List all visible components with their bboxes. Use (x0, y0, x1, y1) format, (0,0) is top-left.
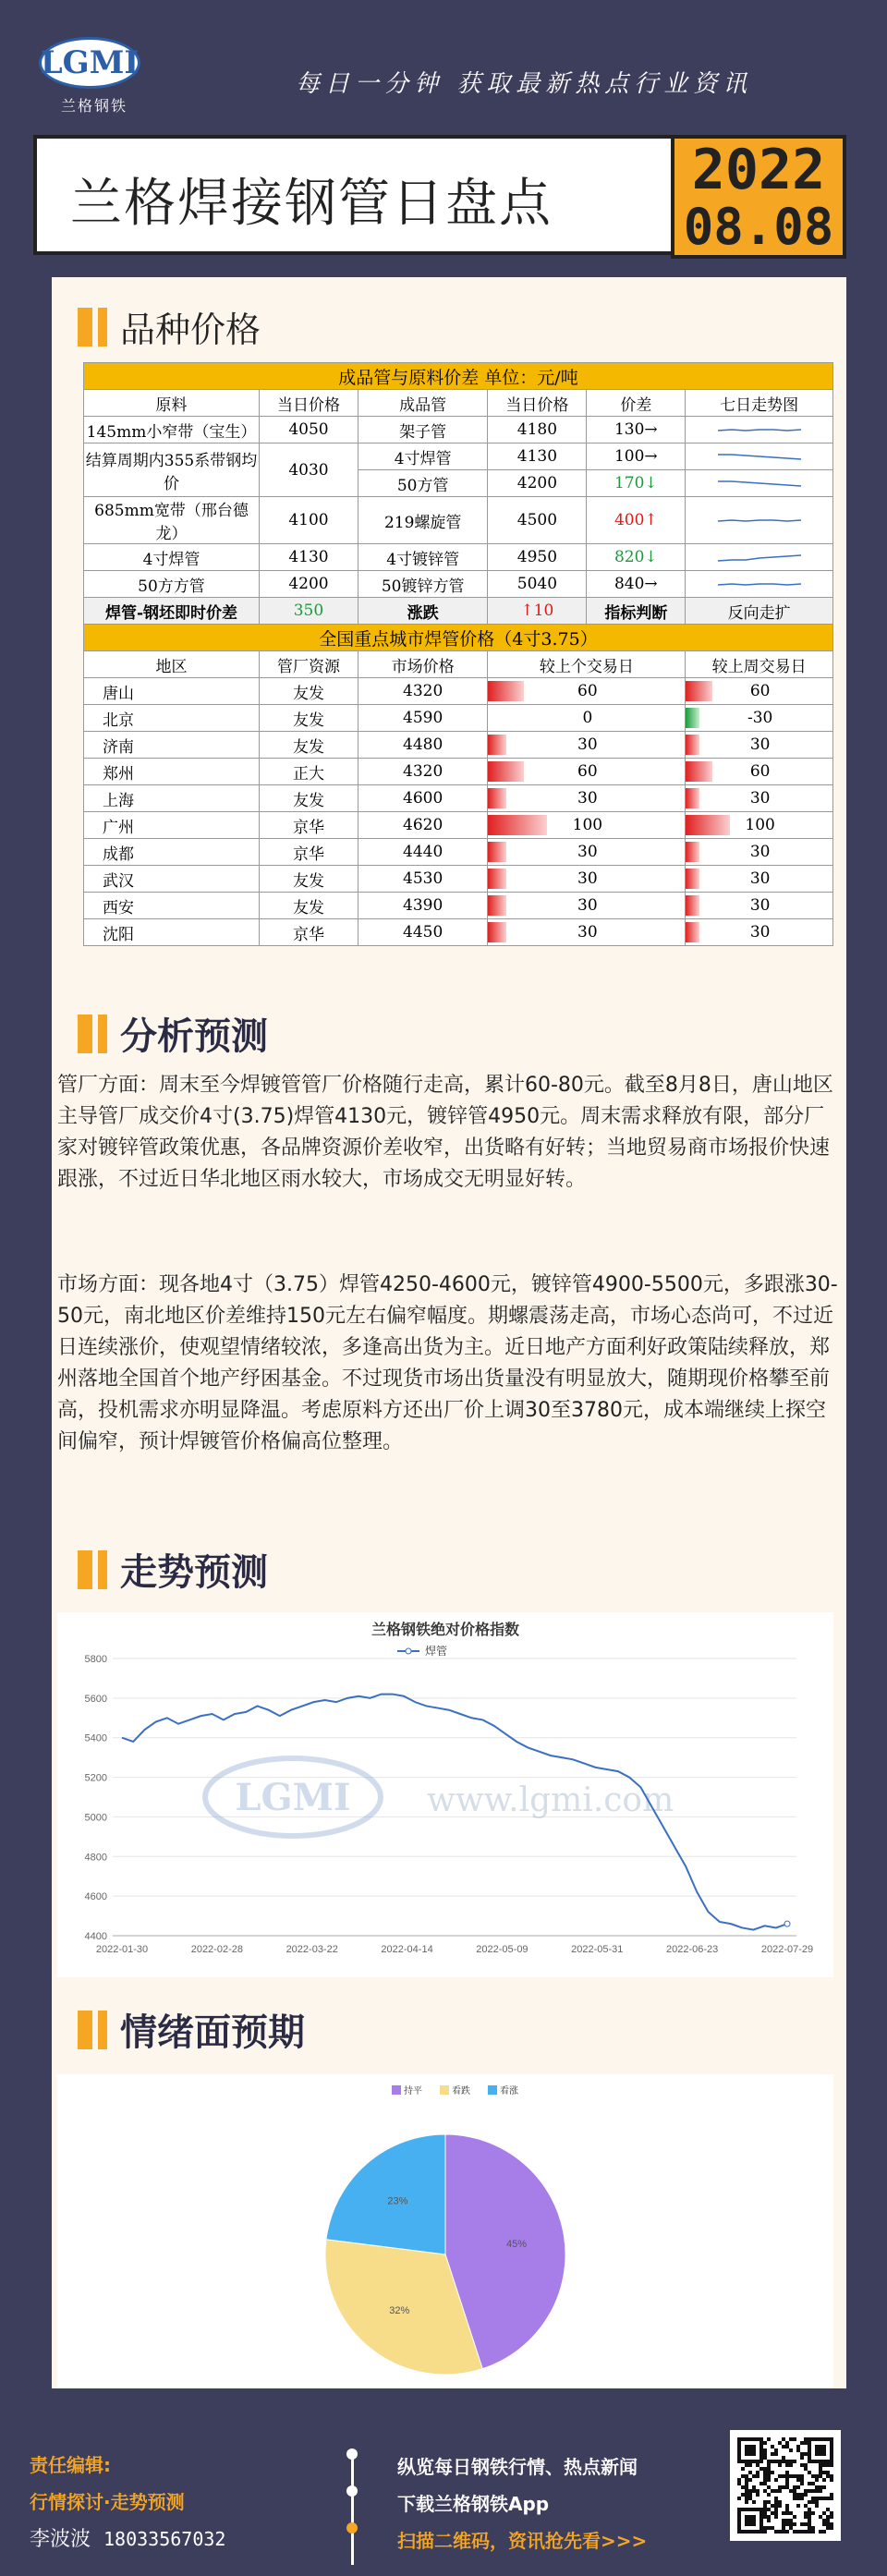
y-tick-label: 5200 (84, 1772, 107, 1784)
mill-cell: 友发 (260, 705, 358, 732)
change-bar-cell (488, 812, 686, 839)
table-row (84, 919, 833, 946)
editor-phone: 18033567032 (103, 2528, 226, 2550)
legend-swatch (488, 2085, 497, 2095)
spread-cell: 100→ (587, 444, 686, 470)
change-bar (686, 815, 730, 835)
price-cell: 4590 (358, 705, 487, 732)
change-value: 60 (577, 762, 598, 781)
city-cell: 上海 (84, 785, 260, 812)
section-title: 分析预测 (120, 1015, 268, 1058)
table-row (84, 678, 833, 705)
logo (39, 37, 150, 115)
editor-name: 李波波 (30, 2528, 91, 2551)
sparkline-path (718, 520, 801, 521)
line-chart-svg (57, 1612, 833, 1977)
section-title: 走势预测 (120, 1551, 268, 1594)
change-bar (488, 761, 523, 782)
change-value: 30 (749, 735, 771, 754)
change-value: 60 (749, 682, 771, 700)
sparkline (713, 511, 806, 529)
change-bar (488, 842, 505, 862)
table-row (84, 759, 833, 785)
section-title: 品种价格 (120, 310, 261, 350)
change-value: 0 (582, 709, 593, 727)
table-row (84, 893, 833, 919)
header (0, 0, 887, 268)
sparkline (713, 420, 806, 439)
city-cell: 北京 (84, 705, 260, 732)
footer-timeline (351, 2454, 354, 2565)
editor-label: 责任编辑: (30, 2454, 111, 2476)
x-tick-label: 2022-05-31 (571, 1944, 624, 1955)
change-bar (488, 681, 523, 701)
raw-price-cell: 4130 (260, 544, 358, 571)
change-bar (686, 842, 699, 862)
raw-material-cell: 4寸焊管 (84, 544, 260, 571)
slice-label: 32% (389, 2305, 410, 2317)
sparkline (713, 447, 806, 466)
change-value: 100 (572, 816, 603, 834)
title-box (33, 135, 846, 255)
section-bars-icon (78, 2011, 107, 2049)
table-row (84, 544, 833, 571)
mill-cell: 京华 (260, 812, 358, 839)
spread-cell: 130→ (587, 417, 686, 444)
change-value: 30 (749, 869, 771, 888)
change-bar-cell (686, 678, 833, 705)
x-tick-label: 2022-07-29 (760, 1944, 814, 1955)
change-value: 30 (577, 735, 598, 754)
table-header-cell: 较上个交易日 (488, 651, 686, 678)
section-bars-icon (78, 1015, 107, 1053)
section-title: 情绪面预期 (120, 2011, 305, 2054)
date-month-day: 08.08 (683, 198, 834, 256)
change-bar-cell (488, 705, 686, 732)
section-bars-icon (78, 1550, 107, 1589)
legend-marker (406, 1648, 411, 1654)
city-cell: 沈阳 (84, 919, 260, 946)
change-label: 涨跌 (358, 598, 487, 625)
change-bar-cell (686, 866, 833, 893)
y-tick-label: 5000 (84, 1812, 107, 1824)
change-value: 30 (577, 843, 598, 861)
city-cell: 广州 (84, 812, 260, 839)
mill-cell: 京华 (260, 839, 358, 866)
slice-label: 23% (387, 2195, 408, 2207)
change-value: 30 (749, 789, 771, 808)
y-tick-label: 4800 (84, 1852, 107, 1864)
change-value: 60 (577, 682, 598, 700)
change-bar (488, 922, 505, 942)
product-cell: 219螺旋管 (358, 497, 487, 544)
watermark (205, 1758, 674, 1836)
table-row (84, 866, 833, 893)
sparkline-path (718, 555, 801, 561)
x-tick-label: 2022-06-23 (666, 1944, 719, 1955)
slice-label: 45% (506, 2238, 528, 2250)
promo-line-3[interactable]: 扫描二维码，资讯抢先看>>> (397, 2530, 648, 2552)
y-tick-label: 5400 (84, 1732, 107, 1744)
table-row (84, 785, 833, 812)
change-value: 30 (749, 923, 771, 942)
sparkline-path (718, 481, 801, 486)
section-heading-sentiment (78, 2003, 305, 2056)
table-row (84, 732, 833, 759)
page-title: 兰格焊接钢管日盘点 (70, 174, 553, 234)
table-row (84, 839, 833, 866)
y-tick-label: 4600 (84, 1891, 107, 1903)
change-bar-cell (488, 785, 686, 812)
section-bars-icon (78, 308, 107, 346)
change-bar (686, 735, 699, 755)
change-bar (686, 788, 699, 808)
change-bar-cell (686, 705, 833, 732)
city-cell: 济南 (84, 732, 260, 759)
price-cell: 4450 (358, 919, 487, 946)
price-cell: 4620 (358, 812, 487, 839)
price-cell: 4600 (358, 785, 487, 812)
table-caption: 成品管与原料价差 单位：元/吨 (84, 363, 833, 390)
pie-slice (326, 2134, 445, 2254)
price-index-chart (57, 1612, 833, 1977)
x-tick-label: 2022-04-14 (381, 1944, 433, 1955)
mill-cell: 友发 (260, 866, 358, 893)
mill-cell: 友发 (260, 732, 358, 759)
section-heading-analysis (78, 1007, 268, 1060)
trend-cell (686, 497, 833, 544)
city-cell: 西安 (84, 893, 260, 919)
city-cell: 郑州 (84, 759, 260, 785)
change-value: 30 (577, 923, 598, 942)
product-cell: 4寸焊管 (358, 444, 487, 470)
change-bar-cell (488, 732, 686, 759)
price-cell: 4320 (358, 678, 487, 705)
change-bar-cell (686, 812, 833, 839)
watermark-logo-text: LGMI (235, 1776, 351, 1819)
city-cell: 唐山 (84, 678, 260, 705)
table-row (84, 705, 833, 732)
product-price-cell: 4950 (488, 544, 587, 571)
change-bar-cell (686, 732, 833, 759)
table-header-cell: 地区 (84, 651, 260, 678)
change-value: 30 (577, 896, 598, 915)
mill-cell: 正大 (260, 759, 358, 785)
trend-cell (686, 444, 833, 470)
mill-cell: 京华 (260, 919, 358, 946)
sparkline-path (718, 455, 801, 459)
promo-line-1: 纵览每日钢铁行情、热点新闻 (397, 2456, 638, 2478)
spread-cell: 170↓ (587, 470, 686, 497)
change-bar (488, 735, 505, 755)
change-bar-cell (488, 759, 686, 785)
spread-cell: 840→ (587, 571, 686, 598)
table-header-cell: 市场价格 (358, 651, 487, 678)
trend-cell (686, 417, 833, 444)
mill-cell: 友发 (260, 893, 358, 919)
raw-price-cell: 4050 (260, 417, 358, 444)
change-bar-cell (686, 893, 833, 919)
change-bar (686, 922, 699, 942)
sparkline (713, 548, 806, 566)
logo-mark: LGMI (39, 37, 140, 89)
change-bar-cell (686, 839, 833, 866)
product-cell: 4寸镀锌管 (358, 544, 487, 571)
summary-row (84, 598, 833, 625)
product-price-cell: 4180 (488, 417, 587, 444)
sparkline (713, 575, 806, 593)
change-bar (686, 761, 712, 782)
date-year: 2022 (691, 138, 826, 202)
product-cell: 50镀锌方管 (358, 571, 487, 598)
footer (0, 2393, 887, 2576)
change-bar-cell (686, 919, 833, 946)
city-cell: 成都 (84, 839, 260, 866)
change-value: 30 (577, 869, 598, 888)
product-price-cell: 4200 (488, 470, 587, 497)
y-tick-label: 4400 (84, 1931, 107, 1942)
product-price-cell: 4130 (488, 444, 587, 470)
trend-cell (686, 544, 833, 571)
legend-label: 看跌 (452, 2086, 470, 2096)
change-value: 100 (745, 816, 775, 834)
change-bar (488, 895, 505, 916)
qr-code[interactable] (730, 2430, 841, 2541)
sparkline-path (718, 430, 801, 431)
mill-cell: 友发 (260, 785, 358, 812)
summary-label: 焊管-钢坯即时价差 (84, 598, 260, 625)
change-value: 30 (749, 843, 771, 861)
qr-code-icon (737, 2437, 833, 2533)
change-bar (686, 708, 699, 728)
price-cell: 4440 (358, 839, 487, 866)
chart-title: 兰格钢铁绝对价格指数 (371, 1622, 520, 1638)
price-cell: 4390 (358, 893, 487, 919)
x-tick-label: 2022-05-09 (476, 1944, 529, 1955)
change-value: 30 (749, 896, 771, 915)
city-cell: 武汉 (84, 866, 260, 893)
raw-material-cell: 145mm小窄带（宝生） (84, 417, 260, 444)
x-tick-label: 2022-02-28 (190, 1944, 243, 1955)
change-value: -30 (747, 709, 773, 727)
editor-role: 行情探讨·走势预测 (30, 2491, 185, 2513)
raw-price-cell: 4030 (260, 444, 358, 497)
change-bar (686, 895, 699, 916)
change-bar-cell (686, 759, 833, 785)
table-header-cell: 七日走势图 (686, 390, 833, 417)
legend-swatch (440, 2085, 449, 2095)
table-row (84, 812, 833, 839)
legend-label: 看涨 (500, 2086, 518, 2096)
table-row (84, 497, 833, 544)
watermark-text: www.lgmi.com (427, 1781, 674, 1819)
change-bar-cell (488, 839, 686, 866)
raw-price-cell: 4100 (260, 497, 358, 544)
content-panel (52, 277, 846, 2388)
table-header-cell: 当日价格 (488, 390, 587, 417)
table-caption: 全国重点城市焊管价格（4寸3.75） (84, 625, 833, 651)
spread-cell: 820↓ (587, 544, 686, 571)
data-point (784, 1921, 790, 1926)
mill-cell: 友发 (260, 678, 358, 705)
slogan: 每日一分钟 获取最新热点行业资讯 (296, 70, 753, 98)
change-bar-cell (686, 785, 833, 812)
change-bar-cell (488, 678, 686, 705)
sparkline-path (718, 584, 801, 585)
price-table (83, 362, 833, 946)
date-box (671, 135, 846, 259)
table-row (84, 571, 833, 598)
analysis-paragraph-market: 市场方面：现各地4寸（3.75）焊管4250-4600元，镀锌管4900-5500元，多跟涨30-50元，南北地区价差维持150元左右偏窄幅度。期螺震荡走高，市场心态尚可，不过近日连续涨价，使观望情绪较浓，多逢高出货为主。近日地产方面利好政策陆续释放，郑州落地全国首个地产纾困基金。不过现货市场出货量没有明显放大，随期现价格攀至前高，投机需求亦明显降温。考虑原料方还出厂价上调30至3780元，成本端继续上探空间偏窄，预计焊镀管价格偏高位整理。 (57, 1273, 838, 1453)
sparkline (713, 474, 806, 492)
logo-subtitle: 兰格钢铁 (60, 97, 128, 115)
change-bar (488, 788, 505, 808)
raw-material-cell: 结算周期内355系带钢均价 (84, 444, 260, 497)
y-tick-label: 5600 (84, 1693, 107, 1705)
change-value: 60 (749, 762, 771, 781)
raw-material-cell: 50方方管 (84, 571, 260, 598)
product-cell: 50方管 (358, 470, 487, 497)
app-promo (397, 2448, 647, 2559)
section-heading-trend (78, 1543, 268, 1596)
change-bar (686, 681, 712, 701)
table-row (84, 444, 833, 470)
legend-swatch (392, 2085, 401, 2095)
table-header-cell: 较上周交易日 (686, 651, 833, 678)
product-cell: 架子管 (358, 417, 487, 444)
indicator-value: 反向走扩 (686, 598, 833, 625)
change-bar-cell (488, 866, 686, 893)
table-header-cell: 价差 (587, 390, 686, 417)
section-heading-prices (78, 301, 261, 352)
summary-value: 350 (260, 598, 358, 625)
trend-cell (686, 571, 833, 598)
trend-cell (686, 470, 833, 497)
price-cell: 4530 (358, 866, 487, 893)
pie-chart-svg (57, 2074, 833, 2388)
editor-block (30, 2447, 225, 2558)
indicator-label: 指标判断 (587, 598, 686, 625)
y-tick-label: 5800 (84, 1654, 107, 1665)
promo-line-2: 下载兰格钢铁App (397, 2493, 550, 2515)
price-cell: 4320 (358, 759, 487, 785)
editor-contact (30, 2521, 225, 2558)
x-tick-label: 2022-03-22 (286, 1944, 338, 1955)
table-header-cell: 成品管 (358, 390, 487, 417)
change-bar-cell (488, 893, 686, 919)
product-price-cell: 4500 (488, 497, 587, 544)
price-cell: 4480 (358, 732, 487, 759)
timeline-dot (346, 2485, 358, 2497)
legend-label: 持平 (404, 2086, 422, 2096)
change-value: ↑10 (488, 598, 587, 625)
change-bar (488, 869, 505, 889)
product-price-cell: 5040 (488, 571, 587, 598)
table-header-cell: 管厂资源 (260, 651, 358, 678)
raw-price-cell: 4200 (260, 571, 358, 598)
legend-label: 焊管 (425, 1645, 448, 1658)
raw-material-cell: 685mm宽带（邢台德龙） (84, 497, 260, 544)
spread-cell: 400↑ (587, 497, 686, 544)
sentiment-pie-chart (57, 2074, 833, 2388)
analysis-paragraph-mills: 管厂方面：周末至今焊镀管管厂价格随行走高，累计60-80元。截至8月8日，唐山地区主导管厂成交价4寸(3.75)焊管4130元，镀锌管4950元。周末需求释放有限，部分厂家对镀锌管政策优惠，各品牌资源价差收窄，出货略有好转；当地贸易商市场报价快速跟涨，不过近日华北地区雨水较大，市场成交无明显好转。 (57, 1074, 833, 1191)
timeline-dot (346, 2448, 358, 2460)
change-bar (686, 869, 699, 889)
timeline-dot (346, 2522, 358, 2533)
table-header-cell: 原料 (84, 390, 260, 417)
change-value: 30 (577, 789, 598, 808)
change-bar-cell (488, 919, 686, 946)
x-tick-label: 2022-01-30 (95, 1944, 149, 1955)
table-row (84, 417, 833, 444)
table-header-cell: 当日价格 (260, 390, 358, 417)
change-bar (488, 815, 547, 835)
